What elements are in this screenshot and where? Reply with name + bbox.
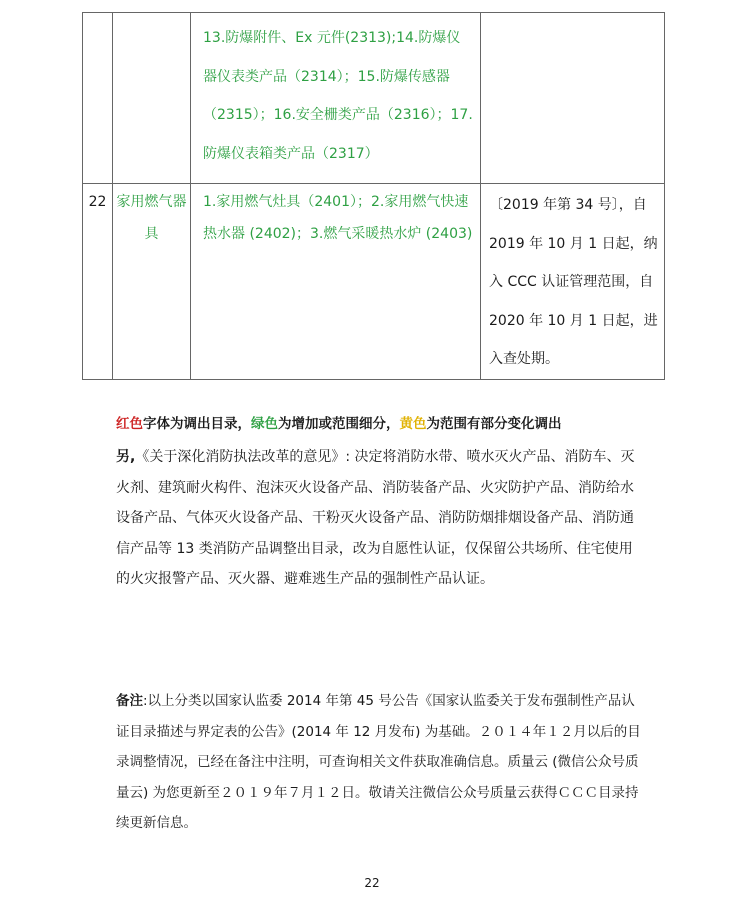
legend-yellow-term: 黄色 (399, 416, 427, 432)
legend-green-text: 为增加或范围细分， (278, 416, 400, 432)
fire-reform-paragraph (116, 442, 646, 595)
legend-yellow-text: 为范围有部分变化调出 (426, 416, 562, 432)
legend-green-term: 绿色 (251, 416, 278, 432)
product-category (113, 13, 191, 184)
legend-red-text: 字体为调出目录， (143, 416, 251, 432)
row-number: 22 (83, 184, 113, 380)
table-row (83, 13, 665, 184)
color-legend (116, 413, 562, 435)
remark-cell (481, 13, 665, 184)
note-label: 备注 (116, 693, 143, 709)
remark-cell: 〔2019 年第 34 号〕，自 2019 年 10 月 1 日起，纳入 CCC 认证管理范围，自 2020 年 10 月 1 日起，进入查处期。 (481, 184, 665, 380)
table-row (83, 184, 665, 380)
page-number: 22 (364, 876, 380, 890)
product-category: 家用燃气器具 (113, 184, 191, 380)
product-catalog-table (82, 12, 665, 380)
legend-red-term: 红色 (116, 416, 143, 432)
product-list: 1.家用燃气灶具（2401）；2.家用燃气快速热水器 (2402)；3.燃气采暖热水炉 (2403) (191, 184, 481, 380)
note-paragraph (116, 686, 646, 839)
paragraph-text: 《关于深化消防执法改革的意见》: 决定将消防水带、喷水灭火产品、消防车、灭火剂、建筑耐火构件、泡沫灭火设备产品、消防装备产品、火灾防护产品、消防给水设备产品、气体灭火设备产品、干粉灭火设备产品、消防防烟排烟设备产品、消防通信产品等 13 类消防产品调整出目录，改为自愿性认证，仅保留公共场所、住宅使用的火灾报警产品、灭火器、避难逃生产品的强制性产品认证。 (116, 449, 635, 587)
product-list: 13.防爆附件、Ex 元件(2313);14.防爆仪器仪表类产品（2314）；15.防爆传感器（2315）；16.安全栅类产品（2316）；17.防爆仪表箱类产品（2317） (191, 13, 481, 184)
row-number (83, 13, 113, 184)
note-text: :以上分类以国家认监委 2014 年第 45 号公告《国家认监委关于发布强制性产品认证目录描述与界定表的公告》(2014 年 12 月发布) 为基础。２０１４年１２月以后的目录调整情况，已经在备注中注明，可查询相关文件获取准确信息。质量云 (微信公众号质量云) 为您更新至２０１９年７月１２日。敬请关注微信公众号质量云获得ＣＣＣ目录持续更新信息。 (116, 693, 641, 831)
paragraph-lead: 另, (116, 449, 136, 465)
